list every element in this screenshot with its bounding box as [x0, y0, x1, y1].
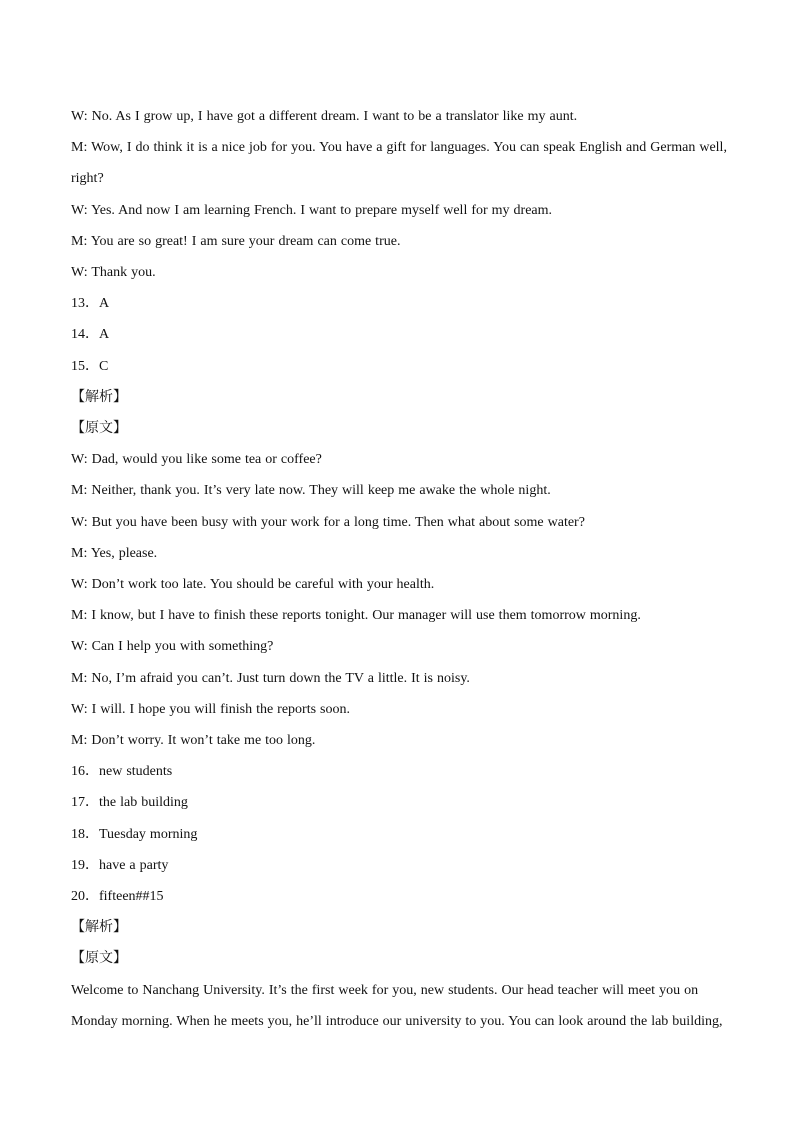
- dialogue-line: W: Can I help you with something?: [71, 639, 274, 655]
- dialogue-line: right?: [71, 171, 104, 187]
- dialogue-line: W: No. As I grow up, I have got a different dream. I want to be a translator like my aunt.: [71, 109, 578, 124]
- section-heading-transcript: 【原文】: [71, 420, 127, 437]
- dialogue-line: W: Dad, would you like some tea or coffee?: [71, 452, 322, 468]
- dialogue-line: M: You are so great! I am sure your dream can come true.: [71, 233, 401, 249]
- answer-item: 13．A: [71, 296, 110, 312]
- dialogue-line: M: No, I’m afraid you can’t. Just turn down the TV a little. It is noisy.: [71, 670, 470, 686]
- answer-item: 15．C: [71, 358, 109, 374]
- dialogue-line: M: Neither, thank you. It’s very late now. They will keep me awake the whole night.: [71, 483, 551, 499]
- dialogue-line: W: Yes. And now I am learning French. I want to prepare myself well for my dream.: [71, 202, 553, 218]
- answer-item: 19．have a party: [71, 857, 169, 873]
- dialogue-line: M: Don’t worry. It won’t take me too long.: [71, 733, 316, 749]
- passage-line: Welcome to Nanchang University. It’s the first week for you, new students. Our head teacher will meet you on: [71, 982, 699, 998]
- section-heading-transcript: 【原文】: [71, 950, 127, 967]
- answer-item: 17．the lab building: [71, 795, 188, 811]
- section-heading-analysis: 【解析】: [71, 388, 127, 405]
- dialogue-line: W: But you have been busy with your work for a long time. Then what about some water?: [71, 514, 585, 530]
- dialogue-line: W: Thank you.: [71, 265, 156, 281]
- dialogue-line: W: I will. I hope you will finish the reports soon.: [71, 701, 350, 717]
- answer-item: 18．Tuesday morning: [71, 826, 198, 842]
- passage-line: Monday morning. When he meets you, he’ll introduce our university to you. You can look around the lab building,: [71, 1013, 723, 1029]
- document-body: [71, 101, 731, 1037]
- answer-item: 20．fifteen##15: [71, 889, 164, 905]
- dialogue-line: M: Yes, please.: [71, 545, 158, 561]
- dialogue-line: M: Wow, I do think it is a nice job for you. You have a gift for languages. You can speak English and German well,: [71, 140, 727, 156]
- answer-item: 14．A: [71, 327, 110, 343]
- answer-item: 16．new students: [71, 764, 173, 780]
- section-heading-analysis: 【解析】: [71, 919, 127, 936]
- dialogue-line: W: Don’t work too late. You should be careful with your health.: [71, 577, 435, 593]
- dialogue-line: M: I know, but I have to finish these reports tonight. Our manager will use them tomorrow morning.: [71, 608, 641, 624]
